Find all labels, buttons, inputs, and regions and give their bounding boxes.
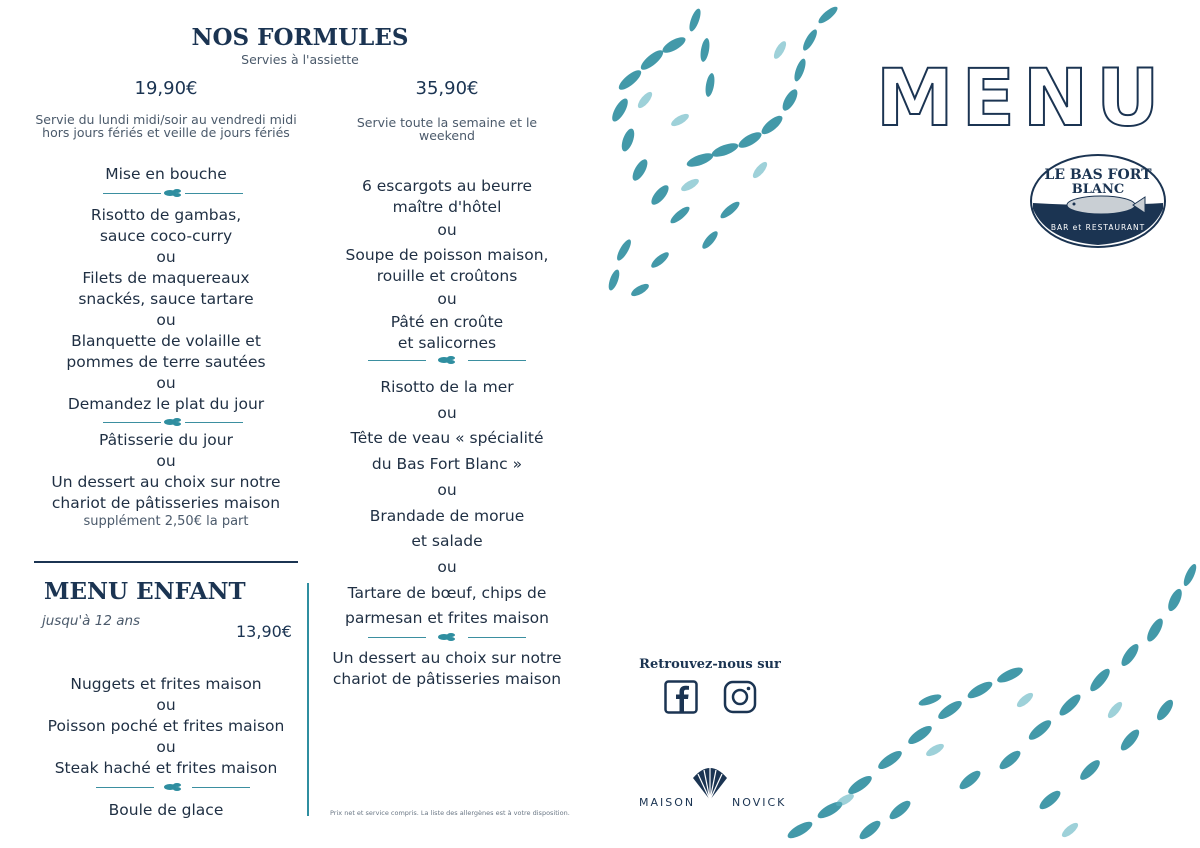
menu-item: et salade <box>411 532 483 551</box>
fish-school-pattern <box>600 0 860 310</box>
menu-item: chariot de pâtisseries maison <box>332 670 562 688</box>
menu-item: Un dessert au choix sur notre <box>332 649 562 667</box>
enfant-mains <box>26 674 306 779</box>
menu-item: Filets de maquereaux <box>82 269 250 287</box>
menu1-starter: Mise en bouche <box>105 165 227 183</box>
divider <box>368 354 526 366</box>
menu-or: ou <box>437 557 457 576</box>
formules-subtitle: Servies à l'assiette <box>241 52 359 67</box>
menu-or: ou <box>156 452 176 470</box>
menu2-mains <box>317 375 577 632</box>
menu-item: Poisson poché et frites maison <box>47 717 285 735</box>
fish-divider-icon <box>436 354 458 366</box>
menu2-note <box>330 116 564 142</box>
menu-item: rouille et croûtons <box>376 267 518 285</box>
menu1-supplement: supplément 2,50€ la part <box>83 514 249 529</box>
menu-item: Risotto de gambas, <box>90 206 242 224</box>
restaurant-logo <box>1029 153 1167 249</box>
facebook-link[interactable] <box>664 680 698 718</box>
cover-title: MENU <box>876 54 1168 144</box>
menu-item: sauce coco-curry <box>99 227 233 245</box>
menu-item: et salicornes <box>397 334 497 352</box>
menu-item: Nuggets et frites maison <box>70 675 262 693</box>
maison-right: NOVICK <box>732 796 787 809</box>
menu-or: ou <box>437 480 457 499</box>
menu-item: Tête de veau « spécialité <box>350 429 544 448</box>
menu1-mains <box>36 205 296 415</box>
menu-or: ou <box>156 311 176 329</box>
menu-or: ou <box>156 374 176 392</box>
menu1-note-line2: hors jours fériés et veille de jours fériés <box>42 125 290 140</box>
logo-line1: LE BAS FORT <box>1044 167 1152 183</box>
menu-item: Blanquette de volaille et <box>71 332 261 350</box>
menu-item: Steak haché et frites maison <box>54 759 278 777</box>
menu-or: ou <box>437 403 457 422</box>
menu1-note <box>20 113 312 139</box>
menu-item: du Bas Fort Blanc » <box>371 455 523 474</box>
menu2-desserts <box>317 648 577 690</box>
menu2-note-line2: weekend <box>419 128 475 143</box>
column-separator <box>307 583 309 816</box>
menu-item: maître d'hôtel <box>392 198 502 216</box>
enfant-price: 13,90€ <box>236 622 292 641</box>
section-separator <box>34 561 298 563</box>
fish-divider-icon <box>162 781 184 793</box>
divider <box>103 187 243 199</box>
fish-divider-icon <box>436 631 458 643</box>
enfant-age: jusqu'à 12 ans <box>42 613 141 629</box>
enfant-title: MENU ENFANT <box>44 578 246 605</box>
menu1-desserts <box>20 430 312 514</box>
logo-line2: BLANC <box>1071 182 1125 197</box>
menu-item: Pâté en croûte <box>390 313 504 331</box>
footnote: Prix net et service compris. La liste des allergènes est à votre disposition. <box>330 809 570 817</box>
scallop-shell-icon <box>690 764 730 802</box>
menu-item: chariot de pâtisseries maison <box>51 494 281 512</box>
menu-item: Risotto de la mer <box>380 378 514 396</box>
menu-item: Demandez le plat du jour <box>67 395 265 413</box>
logo-bottom: BAR et RESTAURANT <box>1050 223 1146 232</box>
maison-left: MAISON <box>639 796 696 809</box>
fish-divider-icon <box>162 187 184 199</box>
social-label: Retrouvez-nous sur <box>639 657 781 672</box>
formules-title: NOS FORMULES <box>191 24 409 51</box>
facebook-icon <box>664 680 698 714</box>
menu-or: ou <box>437 290 457 308</box>
menu-item: Un dessert au choix sur notre <box>51 473 281 491</box>
menu-item: snackés, sauce tartare <box>78 290 254 308</box>
menu-item: Soupe de poisson maison, <box>345 246 549 264</box>
instagram-link[interactable] <box>723 680 757 718</box>
menu-item: 6 escargots au beurre <box>361 177 533 195</box>
menu-item: Brandade de morue <box>369 506 525 525</box>
menu-or: ou <box>437 221 457 239</box>
menu-item: pommes de terre sautées <box>66 353 266 371</box>
menu2-starters <box>317 176 577 354</box>
menu-or: ou <box>156 248 176 266</box>
divider <box>103 416 243 428</box>
menu1-note-line1: Servie du lundi midi/soir au vendredi midi <box>35 112 297 127</box>
fish-school-pattern <box>770 560 1200 848</box>
menu2-price: 35,90€ <box>415 78 479 99</box>
menu-item: parmesan et frites maison <box>345 609 549 628</box>
menu-item: Tartare de bœuf, chips de <box>347 583 547 602</box>
fish-divider-icon <box>162 416 184 428</box>
divider <box>96 781 250 793</box>
menu-or: ou <box>156 738 176 756</box>
enfant-dessert: Boule de glace <box>108 801 224 819</box>
instagram-icon <box>723 680 757 714</box>
menu1-price: 19,90€ <box>134 78 198 99</box>
menu2-note-line1: Servie toute la semaine et le <box>356 115 538 130</box>
menu-item: Pâtisserie du jour <box>99 431 233 449</box>
menu-or: ou <box>156 696 176 714</box>
divider <box>368 631 526 643</box>
